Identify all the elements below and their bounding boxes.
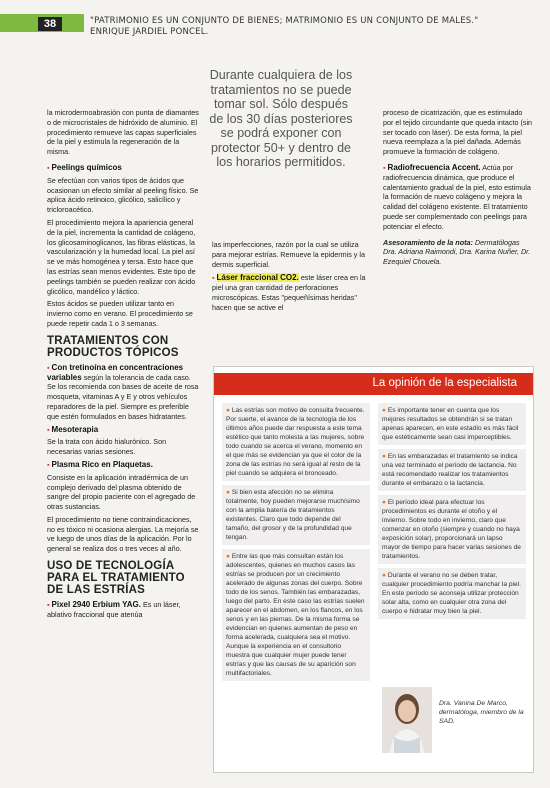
peelings-title: Peelings químicos [51, 162, 122, 172]
laser-text: este láser crea en la piel una gran cantidad de perforaciones microscópicas. Estas "pequeñísimas heridas" hacen que se active el [212, 273, 366, 312]
specialist-item [378, 403, 526, 445]
plasma-title: Plasma Rico en Plaquetas. [51, 459, 153, 469]
left-paragraph: la microdermoabrasión con punta de diamantes o de microcristales de hidróxido de aluminio. El procedimiento remueve las capas superficiales de la piel y estimula la regeneración de la misma. [47, 108, 199, 157]
pixel-paragraph [47, 600, 199, 620]
rf-paragraph [383, 163, 533, 232]
specialist-item-text: Si bien esta afección no se elimina totalmente, hoy pueden mejorarse muchísimo con la amplia batería de tratamientos existentes. Claro que todo depende del tamaño, del grosor y de la profundidad que tengan. [226, 489, 360, 541]
bullet-icon: ▪ [383, 162, 388, 172]
specialist-item-text: Durante el verano no se deben tratar, cualquier procedimiento podría manchar la piel. En este período se aconseja utilizar protección solar alta, como en cualquier otra zona del cuerpo e hidratar muy bien la piel. [382, 572, 521, 615]
pull-quote: Durante cualquiera de los tratamientos no se puede tomar sol. Sólo después de los 30 días posteriores se podrá exponer con protector 50+ y dentro de los horarios permitidos. [209, 68, 353, 169]
peelings-text: Estos ácidos se pueden utilizar tanto en invierno como en verano. El procedimiento se puede repetir cada 1 o 3 semanas. [47, 299, 193, 328]
peelings-text: Se efectúan con varios tipos de ácidos que ocasionan un efecto similar al peeling físico. Se aplica ácido retinoico, glicólico, salicílico y tricloroacético. [47, 175, 199, 215]
peelings-text: El procedimiento mejora la apariencia general de la piel, incrementa la cantidad de colágeno, los glicosaminoglicanos, las fibras elásticas, la vascularización y la humedad local. La piel así se ve más homogénea y tersa. Esto hace que las estrías sean menos evidentes. Este tipo de peelings también se pueden realizar con ácido glicólico, mandélico y láctico. [47, 217, 196, 296]
specialist-item-text: El período ideal para efectuar los procedimientos es durante el otoño y el invierno. Sobre todo en invierno, claro que comenzar en otoño (siempre y cuando no haya exposición solar), proporcionará un lapso mayor de tiempo para hacer varias sesiones de tratamientos. [382, 499, 521, 560]
laser-title: Láser fraccional CO2. [216, 273, 299, 283]
bullet-icon: ● [226, 553, 232, 560]
page-header [0, 0, 550, 40]
bullet-icon: ▪ [47, 362, 52, 372]
laser-paragraph [212, 273, 367, 312]
advisory-text: Dermatólogas Dra. Adriana Raimondi, Dra. Karina Nuñer, Dr. Ezequiel Chouela. [383, 237, 531, 267]
header-quote: "PATRIMONIO ES UN CONJUNTO DE BIENES; MATRIMONIO ES UN CONJUNTO DE MALES." ENRIQUE JARDIEL PONCEL. [90, 16, 479, 37]
specialist-item-text: Las estrías son motivo de consulta frecuente. Por suerte, el avance de la tecnología de los últimos años puede dar respuesta a este tema estético que tanto molesta a las mujeres, sobre todo cuando se acerca el verano, momento en el que más se evidencian ya que el color de la zona de las estrías no será igual al resto de la piel cuando se adquiera el bronceado. [226, 407, 365, 477]
pixel-text: Es un láser, ablativo fraccional que atenúa [47, 600, 181, 619]
pixel-title: Pixel 2940 Erbium YAG. [51, 600, 141, 610]
plasma-heading [47, 460, 199, 470]
specialist-item-text: En las embarazadas el tratamiento se indica una vez terminado el período de lactancia. No está recomendado realizar los tratamientos durante el embarazo o la lactancia. [382, 453, 518, 487]
specialist-item [222, 403, 370, 481]
specialist-item [222, 549, 370, 681]
tretinoina-paragraph [47, 363, 199, 422]
meso-heading [47, 425, 199, 435]
advisory-credit [383, 238, 533, 267]
meso-title: Mesoterapia [51, 424, 99, 434]
bullet-icon: ▪ [47, 600, 52, 610]
tretinoina-title: Con tretinoína en concentraciones variables [47, 362, 184, 382]
bullet-icon: ● [382, 453, 388, 460]
bullet-icon: ▪ [47, 459, 52, 469]
bullet-icon: ● [382, 407, 388, 414]
middle-column [212, 240, 367, 316]
left-column [47, 108, 199, 623]
rf-text: Actúa por radiofrecuencia dinámica, que produce el calentamiento gradual de la piel, esto estimula la formación de nuevo colágeno y mejora la calidad del colágeno existente. El tratamiento puede ser complementado con peelings para potenciar el efecto. [383, 162, 531, 231]
section-heading-topicos: TRATAMIENTOS CON PRODUCTOS TÓPICOS [47, 334, 179, 359]
bullet-icon: ● [226, 489, 232, 496]
specialist-item [222, 485, 370, 545]
specialist-item [378, 449, 526, 491]
page-number: 38 [38, 17, 62, 31]
specialist-left-column [222, 403, 370, 685]
portrait-illustration [382, 687, 432, 753]
specialist-box-title: La opinión de la especialista [372, 377, 517, 389]
specialist-item [378, 568, 526, 619]
plasma-text: El procedimiento no tiene contraindicaciones, no es tóxico ni ocasiona alergias. La mejoría se ve luego de unos días de la aplicación. Por lo general se realiza dos o tres veces al año. [47, 514, 199, 554]
bullet-icon: ● [382, 499, 388, 506]
specialist-caption: Dra. Vanina De Marco, dermatóloga, miembro de la SAD. [439, 700, 524, 725]
bullet-icon: ● [226, 407, 232, 414]
rf-title: Radiofrecuencia Accent. [387, 162, 481, 172]
specialist-item-text: Entre las que más consultan están los adolescentes, quienes en muchos casos las estrías se producen por un crecimiento acelerado de algunas zonas del cuerpo. Sobre todo de los senos. También las embarazadas, luego del parto. En este caso las estrías suelen aparecer en el abdomen, en los flancos, en los senos y en las piernas. De la misma forma se evidencian en quienes aumentan de peso en forma acelerada, cualquiera sea el motivo. Aunque la experiencia en el consultorio muestra que cualquier mujer puede tener estrías y que las causas de su aparición son multifactoriales. [226, 553, 365, 677]
bullet-icon: ▪ [47, 424, 52, 434]
specialist-opinion-box [213, 366, 534, 773]
plasma-text: Consiste en la aplicación intradérmica de un complejo derivado del plasma obtenido de sangre del propio paciente con el agregado de otras sustancias. [47, 472, 196, 512]
specialist-item [378, 495, 526, 564]
bullet-icon: ● [382, 572, 388, 579]
section-heading-tecnologia: USO DE TECNOLOGÍA PARA EL TRATAMIENTO DE LAS ESTRÍAS [47, 560, 185, 597]
specialist-right-column [378, 403, 526, 623]
bullet-icon: ▪ [47, 162, 52, 172]
specialist-box-header [214, 373, 533, 395]
specialist-item-text: Es importante tener en cuenta que los mejores resultados se obtendrán si se tratan apenas aparecen, en este estadío es más fácil que estéticamente sean casi imperceptibles. [382, 407, 519, 441]
peelings-heading [47, 163, 199, 173]
middle-paragraph: las imperfecciones, razón por la cual se utiliza para mejorar estrías. Remueve la epidermis y la dermis superficial. [212, 240, 365, 269]
specialist-photo [382, 687, 432, 753]
right-column [383, 108, 533, 270]
meso-text: Se la trata con ácido hialurónico. Son necesarias varias sesiones. [47, 437, 167, 457]
tretinoina-text: según la tolerancia de cada caso. Se los recomienda con bases de aceite de rosa mosqueta, vitaminas A y E y otros vehículos reparadores de la piel. Siempre es preferible que estén formulados en bases hidratantes. [47, 372, 199, 421]
advisory-label: Asesoramiento de la nota: [383, 237, 473, 247]
bullet-icon: ▪ [212, 273, 217, 283]
right-paragraph: proceso de cicatrización, que es estimulado por el tejido circundante que queda intacto (sin ser tocado con láser). De esta forma, la piel nueva reemplaza a la piel dañada. Además promueve la formación de colágeno. [383, 108, 533, 157]
